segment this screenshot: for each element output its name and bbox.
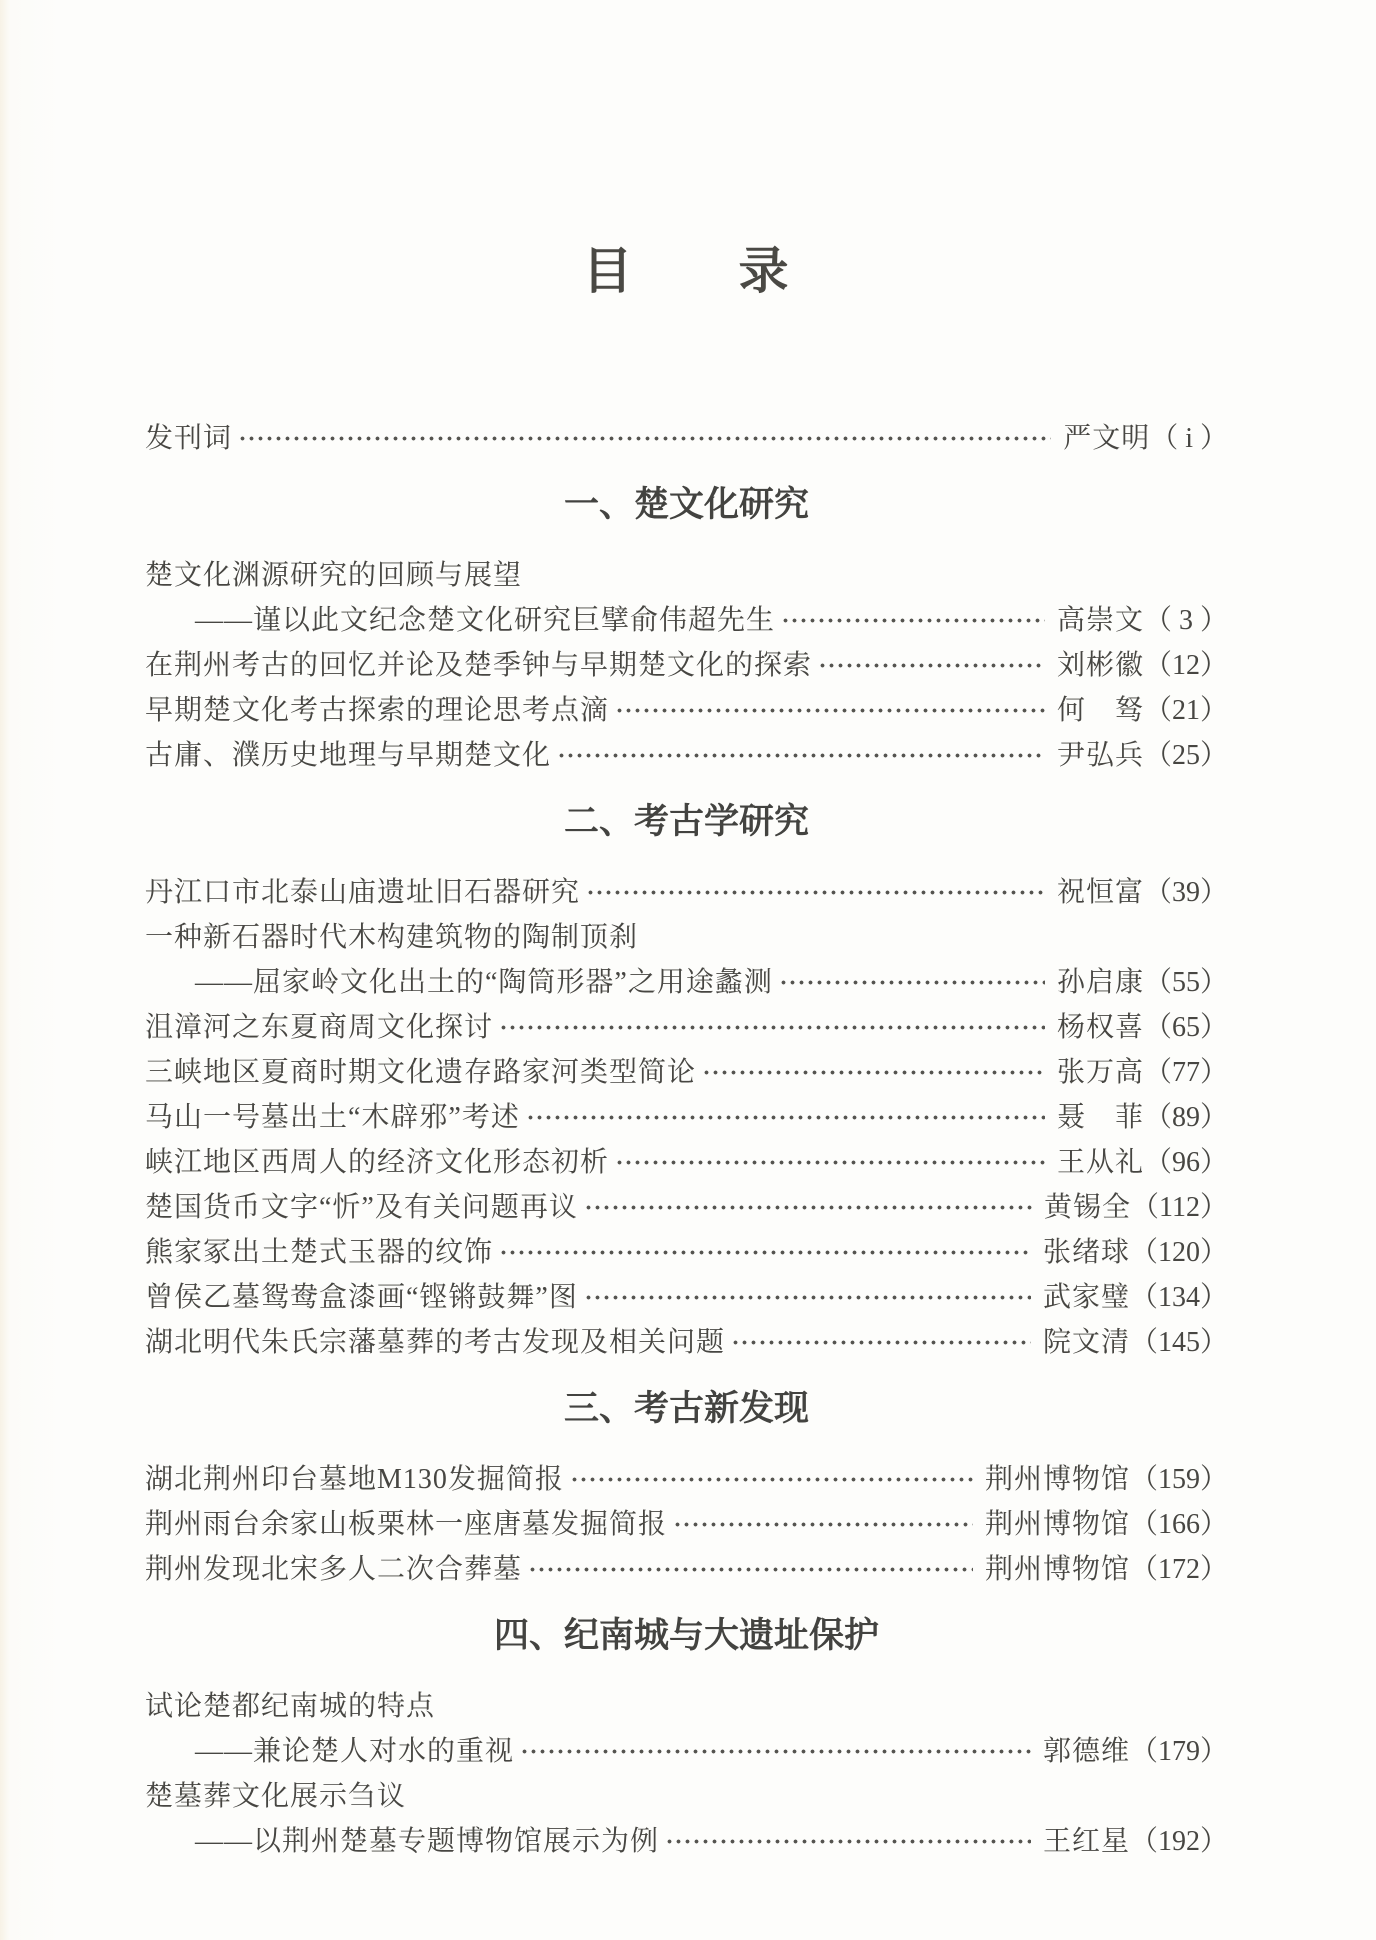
toc-entry — [145, 1819, 1228, 1864]
entry-author: 严文明 — [1063, 423, 1151, 454]
entry-page: （145） — [1129, 1327, 1228, 1358]
dot-leader — [570, 1457, 973, 1502]
section-heading: 二、考古学研究 — [563, 802, 809, 841]
dot-leader — [528, 1547, 973, 1592]
entry-title: ——以荆州楚墓专题博物馆展示为例 — [195, 1826, 660, 1857]
entry-page: （55） — [1143, 967, 1228, 998]
entry-page: （134） — [1129, 1282, 1228, 1313]
entry-title: 曾侯乙墓鸳鸯盒漆画“铿锵鼓舞”图 — [145, 1282, 578, 1313]
dot-leader — [526, 1095, 1045, 1140]
entry-page: （172） — [1129, 1554, 1228, 1585]
entry-title: ——兼论楚人对水的重视 — [195, 1736, 515, 1767]
entry-author: 武家璧 — [1042, 1282, 1130, 1313]
entry-author: 荆州博物馆 — [984, 1554, 1130, 1585]
toc-entry — [145, 870, 1228, 915]
dot-leader — [781, 598, 1045, 643]
entry-page: （ i ） — [1150, 423, 1228, 454]
toc-entry — [145, 416, 1228, 461]
dot-leader — [779, 960, 1045, 1005]
entry-page: （77） — [1143, 1057, 1228, 1088]
entry-page: （89） — [1143, 1102, 1228, 1133]
dot-leader — [665, 1819, 1031, 1864]
entry-page: （65） — [1143, 1012, 1228, 1043]
entry-title: 一种新石器时代木构建筑物的陶制顶刹 — [145, 922, 639, 953]
entry-author: 孙启康 — [1056, 967, 1144, 998]
toc-entry-title-line — [145, 553, 1228, 598]
entry-page: （96） — [1143, 1147, 1228, 1178]
entry-author: 荆州博物馆 — [984, 1464, 1130, 1495]
page-title: 目 录 — [582, 243, 791, 299]
dot-leader — [615, 688, 1045, 733]
entry-author: 高崇文 — [1056, 605, 1144, 636]
entry-title: 熊家冢出土楚式玉器的纹饰 — [145, 1237, 494, 1268]
entry-title: 三峡地区夏商时期文化遗存路家河类型简论 — [145, 1057, 697, 1088]
entry-author: 尹弘兵 — [1056, 740, 1144, 771]
dot-leader — [584, 1185, 1032, 1230]
dot-leader — [586, 870, 1045, 915]
entry-author: 王从礼 — [1056, 1147, 1144, 1178]
section-heading: 三、考古新发现 — [563, 1389, 809, 1428]
dot-leader — [818, 643, 1045, 688]
toc-entry — [145, 1547, 1228, 1592]
entry-author: 聂 菲 — [1056, 1102, 1144, 1133]
entry-title: 湖北荆州印台墓地M130发掘简报 — [145, 1464, 564, 1495]
toc-entry-title-line — [145, 1684, 1228, 1729]
entry-title: 楚文化渊源研究的回顾与展望 — [145, 560, 523, 591]
dot-leader — [673, 1502, 973, 1547]
section-heading: 四、纪南城与大遗址保护 — [493, 1616, 879, 1655]
entry-title: 早期楚文化考古探索的理论思考点滴 — [145, 695, 610, 726]
entry-title: 发刊词 — [145, 423, 233, 454]
entry-author: 张绪球 — [1042, 1237, 1130, 1268]
entry-title: 荆州雨台余家山板栗林一座唐墓发掘简报 — [145, 1509, 668, 1540]
toc-entry-title-line — [145, 1774, 1228, 1819]
toc-entry — [145, 643, 1228, 688]
entry-page: （25） — [1143, 740, 1228, 771]
entry-author: 祝恒富 — [1056, 877, 1144, 908]
toc-entry — [145, 688, 1228, 733]
entry-page: （159） — [1129, 1464, 1228, 1495]
toc-entry — [145, 1320, 1228, 1365]
entry-title: 丹江口市北泰山庙遗址旧石器研究 — [145, 877, 581, 908]
entry-title: ——谨以此文纪念楚文化研究巨擘俞伟超先生 — [195, 605, 776, 636]
entry-author: 王红星 — [1042, 1826, 1130, 1857]
toc-entry — [145, 1457, 1228, 1502]
toc-entry — [145, 1275, 1228, 1320]
toc-entry — [145, 1185, 1228, 1230]
entry-page: （120） — [1129, 1237, 1228, 1268]
section-heading: 一、楚文化研究 — [563, 485, 809, 524]
entry-title: 峡江地区西周人的经济文化形态初析 — [145, 1147, 610, 1178]
entry-page: （166） — [1129, 1509, 1228, 1540]
entry-title: 楚国货币文字“忻”及有关问题再议 — [145, 1192, 578, 1223]
dot-leader — [520, 1729, 1031, 1774]
toc-entry — [145, 1095, 1228, 1140]
entry-title: 荆州发现北宋多人二次合葬墓 — [145, 1554, 523, 1585]
entry-title: 楚墓葬文化展示刍议 — [145, 1781, 407, 1812]
entry-page: （12） — [1143, 650, 1228, 681]
toc-entry — [145, 960, 1228, 1005]
entry-title: 古庸、濮历史地理与早期楚文化 — [145, 740, 552, 771]
toc-entry — [145, 1140, 1228, 1185]
entry-author: 刘彬徽 — [1056, 650, 1144, 681]
dot-leader — [499, 1230, 1031, 1275]
entry-author: 杨权喜 — [1056, 1012, 1144, 1043]
entry-title: 马山一号墓出土“木辟邪”考述 — [145, 1102, 520, 1133]
entry-page: （39） — [1143, 877, 1228, 908]
dot-leader — [557, 733, 1045, 778]
entry-title: 湖北明代朱氏宗藩墓葬的考古发现及相关问题 — [145, 1327, 726, 1358]
entry-author: 何 驽 — [1056, 695, 1144, 726]
toc-entry — [145, 1230, 1228, 1275]
entry-page: （192） — [1129, 1826, 1228, 1857]
entry-title: 在荆州考古的回忆并论及楚季钟与早期楚文化的探索 — [145, 650, 813, 681]
toc-entry — [145, 733, 1228, 778]
entry-page: （ 3 ） — [1143, 605, 1228, 636]
toc-entry-title-line — [145, 915, 1228, 960]
entry-author: 郭德维 — [1042, 1736, 1130, 1767]
entry-author: 黄锡全 — [1044, 1192, 1132, 1223]
toc-entry — [145, 598, 1228, 643]
toc-entry — [145, 1502, 1228, 1547]
entry-title: 沮漳河之东夏商周文化探讨 — [145, 1012, 494, 1043]
entry-page: （21） — [1143, 695, 1228, 726]
entry-page: （179） — [1129, 1736, 1228, 1767]
dot-leader — [731, 1320, 1031, 1365]
entry-title: 试论楚都纪南城的特点 — [145, 1691, 436, 1722]
entry-author: 院文清 — [1042, 1327, 1130, 1358]
dot-leader — [499, 1005, 1045, 1050]
toc-entry — [145, 1729, 1228, 1774]
dot-leader — [615, 1140, 1045, 1185]
dot-leader — [238, 416, 1051, 461]
dot-leader — [702, 1050, 1045, 1095]
toc-entry — [145, 1050, 1228, 1095]
entry-title: ——屈家岭文化出土的“陶筒形器”之用途蠡测 — [195, 967, 773, 998]
dot-leader — [584, 1275, 1031, 1320]
entry-page: （112） — [1131, 1192, 1228, 1223]
toc-list — [145, 416, 1228, 1864]
toc-entry — [145, 1005, 1228, 1050]
entry-author: 荆州博物馆 — [984, 1509, 1130, 1540]
entry-author: 张万高 — [1056, 1057, 1144, 1088]
